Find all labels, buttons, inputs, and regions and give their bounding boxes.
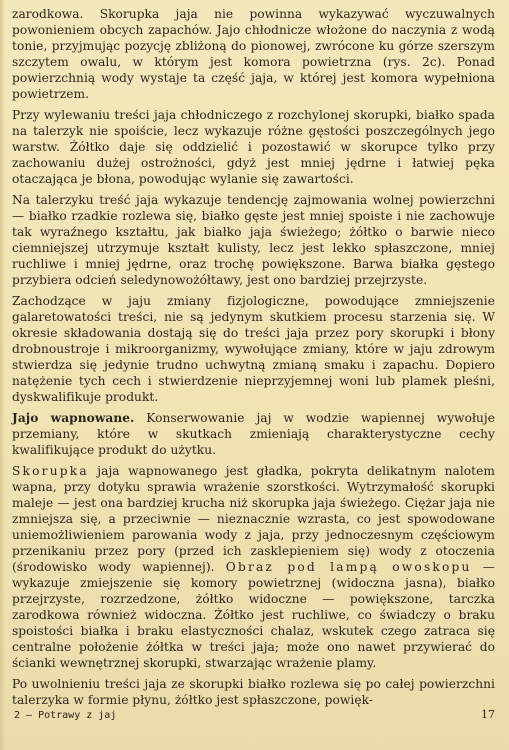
running-footer-title: 2 — Potrawy z jaj <box>14 710 117 721</box>
term-ovoscope-image: Obraz pod lampą owoskopu <box>225 560 472 574</box>
paragraph-3: Na talerzyku treść jaja wykazuje tendencję zajmowania wolnej powierzchni — białko rzadkie rozlewa się, białko gęste jest mniej spoiste i nie zachowuje tak wyraźnego kształtu, jak białko jaja świeżego; żółtko o barwie nieco ciemniejszej utrzymuje kształt kulisty, lecz jest lekko spłaszczone, mniej ruchliwe i mniej jędrne, oraz trochę powiększone. Barwa białka gęstego przybiera odcień seledynowożółtawy, jest ono bardziej przejrzyste. <box>12 193 495 287</box>
page-number: 17 <box>481 708 495 721</box>
page-footer <box>14 708 495 721</box>
paragraph-5 <box>12 410 495 458</box>
paragraph-6-text-2: — wykazuje zmiejszenie się komory powietrznej (widoczna jasna), białko przejrzyste, rozrzedzone, żółtko widoczne — powiększone, tarczka zarodkowa również widoczna. Żółtko jest ruchliwe, co świadczy o braku spoistości białka i braku elastyczności chalaz, wskutek czego zatraca się centralne położenie żółtka w treści jaja; może ono nawet przywierać do ścianki wewnętrznej skorupki, stwarzając wrażenie plamy. <box>12 560 495 670</box>
paragraph-4: Zachodzące w jaju zmiany fizjologiczne, powodujące zmniejszenie galaretowatości treści, nie są jedynym skutkiem procesu starzenia się. W okresie składowania dostają się do treści jaja przez pory skorupki i błony drobnoustroje i mikroorganizmy, wywołujące zmiany, które w jaju zdrowym stwierdza się jedynie trudno uchwytną zmianą smaku i zapachu. Dopiero natężenie tych cech i stwierdzenie nieprzyjemnej woni lub plamek pleśni, dyskwalifikuje produkt. <box>12 294 495 404</box>
paragraph-5-text: Konserwowanie jaj w wodzie wapiennej wywołuje przemiany, które w skutkach zmieniają charakterystyczne cechy kwalifikujące produkt do użytku. <box>12 411 495 457</box>
paragraph-6 <box>12 463 495 671</box>
paragraph-1: zarodkowa. Skorupka jaja nie powinna wykazywać wyczuwalnych powonieniem obcych zapachów. Jajo chłodnicze włożone do naczynia z wodą tonie, przyjmując pozycję zbliżoną do pionowej, zwrócone ku górze szerszym szczytem owalu, w którym jest komora powietrzna (rys. 2c). Ponad powierzchnią wody wystaje ta część jaja, w której jest komora wypełniona powietrzem. <box>12 7 495 101</box>
paragraph-2: Przy wylewaniu treści jaja chłodniczego z rozchylonej skorupki, białko spada na talerzyk nie spoiście, lecz wykazuje różne gęstości poszczególnych jego warstw. Żółtko daje się oddzielić i pozostawić w skorupce tylko przy zachowaniu dużej ostrożności, gdyż jest mniej jędrne i łatwiej pęka otaczająca je błona, powodując wylanie się zawartości. <box>12 108 495 186</box>
section-heading-lime-egg: Jajo wapnowane. <box>12 411 135 425</box>
term-shell: Skorupka <box>12 464 89 478</box>
paragraph-6-text: jaja wapnowanego jest gładka, pokryta delikatnym nalotem wapna, przy dotyku sprawia wrażenie szorstkości. Wytrzymałość skorupki maleje — jest ona bardziej krucha niż skorupka jaja świeżego. Ciężar jaja nie zmniejsza się, a przeciwnie — nieznacznie wzrasta, co jest spowodowane uniemożliwieniem parowania wody z jaja, przy jednoczesnym częściowym przenikaniu przez pory (przed ich zasklepieniem się) wody z otoczenia (środowisko wody wapiennej). <box>12 464 495 574</box>
paragraph-7: Po uwolnieniu treści jaja ze skorupki białko rozlewa się po całej powierzchni talerzyka w formie płynu, żółtko jest spłaszczone, powięk- <box>12 677 495 707</box>
